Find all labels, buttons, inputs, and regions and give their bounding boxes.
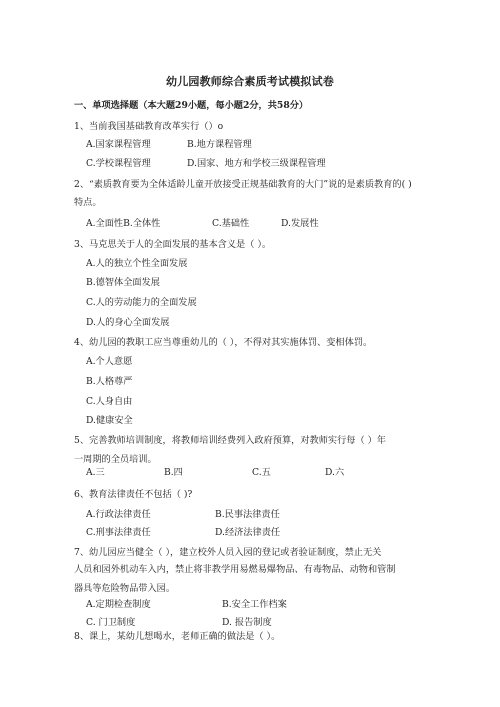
question-7-stem-line-1: 7、幼儿园应当健全（ ），建立校外人员入园的登记或者验证制度，禁止无关 (74, 547, 382, 558)
question-7-option-d: D. 报告制度 (222, 617, 272, 628)
question-7-option-c: C. 门卫制度 (86, 617, 136, 628)
question-2-stem-line-2: 特点。 (74, 197, 102, 208)
section-heading: 一、单项选择题（本大题29小题，每小题2分，共58分） (74, 100, 309, 111)
question-1-stem: 1、当前我国基础教育改革实行（）o (74, 121, 224, 132)
question-1-option-d: D.国家、地方和学校三级课程管理 (187, 158, 326, 169)
question-1-option-a: A.国家课程管理 (86, 139, 151, 150)
question-3-stem: 3、马克思关于人的全面发展的基本含义是（ ）。 (74, 239, 272, 250)
question-4-option-a: A.个人意愿 (86, 356, 133, 367)
question-1-option-b: B.地方课程管理 (187, 139, 252, 150)
question-6-option-c: C.刑事法律责任 (86, 527, 151, 538)
question-6-option-a: A.行政法律责任 (86, 509, 151, 520)
question-4-option-d: D.健康安全 (86, 415, 133, 426)
question-6-stem: 6、教育法律责任不包括（ )? (74, 489, 193, 500)
question-5-option-b: B.四 (164, 467, 183, 478)
question-8-stem: 8、课上，某幼儿想喝水，老师正确的做法是（ ）。 (74, 631, 281, 642)
question-2-option-d: D.发展性 (281, 218, 319, 229)
question-6-option-d: D.经济法律责任 (215, 527, 281, 538)
question-5-option-a: A.三 (86, 467, 105, 478)
question-3-option-c: C.人的劳动能力的全面发展 (86, 297, 197, 308)
question-6-option-b: B.民事法律责任 (215, 509, 280, 520)
question-3-option-b: B.德智体全面发展 (86, 277, 160, 288)
question-5-stem-line-1: 5、完善教师培训制度，将教师培训经费列入政府预算，对教师实行每（ ）年 (74, 435, 386, 446)
question-3-option-a: A.人的独立个性全面发展 (86, 258, 188, 269)
question-5-option-c: C.五 (252, 467, 271, 478)
question-2-option-c: C.基础性 (212, 218, 250, 229)
question-7-stem-line-3: 器具等危险物品带入园。 (74, 583, 176, 594)
question-7-option-a: A.定期检查制度 (86, 599, 151, 610)
question-4-option-c: C.人身自由 (86, 396, 133, 407)
question-7-stem-line-2: 人员和园外机动车入内，禁止将非教学用易燃易爆物品、有毒物品、动物和管制 (74, 564, 396, 575)
question-3-option-d: D.人的身心全面发展 (86, 317, 170, 328)
question-2-option-ab: A.全面性B.全体性 (86, 218, 161, 229)
question-1-option-c: C.学校课程管理 (86, 158, 151, 169)
question-5-stem-line-2: 一周期的全员培训。 (74, 454, 157, 465)
question-5-option-d: D.六 (325, 467, 345, 478)
question-7-option-b: B.安全工作档案 (222, 599, 287, 610)
question-4-stem: 4、幼儿园的教职工应当尊重幼儿的（ ），不得对其实施体罚、变相体罚。 (74, 337, 373, 348)
exam-title: 幼儿园教师综合素质考试模拟试卷 (166, 75, 334, 88)
question-4-option-b: B.人格尊严 (86, 376, 133, 387)
question-2-stem-line-1: 2、“素质教育要为全体适龄儿童开放接受正规基础教育的大门”说的是素质教育的( ) (74, 179, 412, 190)
